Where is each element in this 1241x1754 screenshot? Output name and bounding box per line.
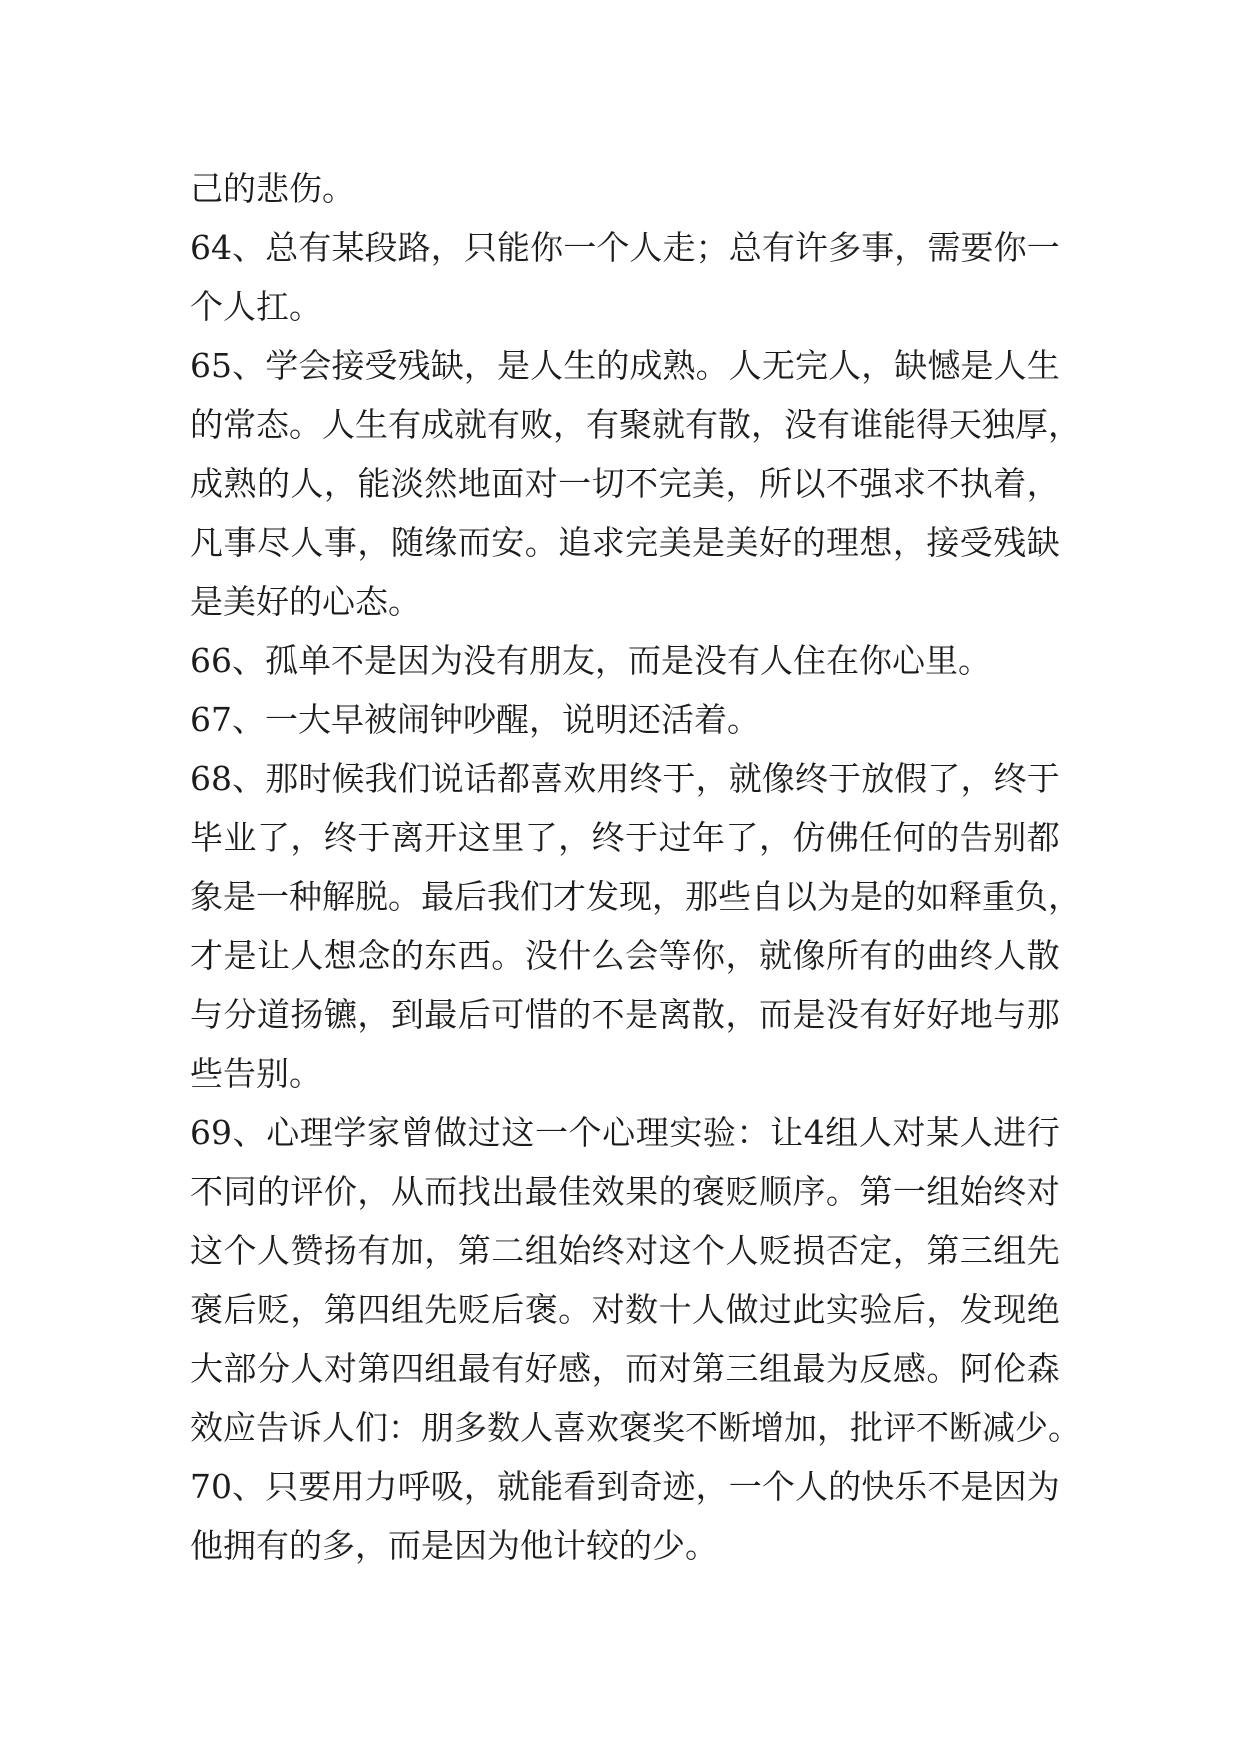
text-line: 69 、 心 理 学 家 曾 做 过 这 一 个 心 理 实 验 ： 让 4 组 人 对 某 人 进 行 (190, 1113, 1060, 1152)
text-line: 些 告 别 。 (190, 1054, 322, 1093)
text-line: 65 、 学 会 接 受 残 缺 ， 是 人 生 的 成 熟 。 人 无 完 人 ， 缺 憾 是 人 生 (190, 346, 1060, 385)
text-line: 效 应 告 诉 人 们 ： 朋 多 数 人 喜 欢 褒 奖 不 断 增 加 ， 批 评 不 断 减 少 。 (190, 1408, 1081, 1447)
text-line: 的 常 态 。 人 生 有 成 就 有 败 ， 有 聚 就 有 散 ， 没 有 谁 能 得 天 独 厚 ， (190, 405, 1081, 444)
text-line: 大 部 分 人 对 第 四 组 最 有 好 感 ， 而 对 第 三 组 最 为 反 感 。 阿 伦 森 (190, 1349, 1060, 1388)
text-line: 不 同 的 评 价 ， 从 而 找 出 最 佳 效 果 的 褒 贬 顺 序 。 第 一 组 始 终 对 (190, 1172, 1060, 1211)
text-line: 成 熟 的 人 ， 能 淡 然 地 面 对 一 切 不 完 美 ， 所 以 不 强 求 不 执 着 ， (190, 464, 1060, 503)
text-line: 个 人 扛 。 (190, 287, 322, 326)
document-body (190, 159, 1081, 1575)
text-line: 这 个 人 赞 扬 有 加 ， 第 二 组 始 终 对 这 个 人 贬 损 否 定 ， 第 三 组 先 (190, 1231, 1060, 1270)
text-line: 64 、 总 有 某 段 路 ， 只 能 你 一 个 人 走 ； 总 有 许 多 事 ， 需 要 你 一 (190, 228, 1060, 267)
text-line: 才 是 让 人 想 念 的 东 西 。 没 什 么 会 等 你 ， 就 像 所 有 的 曲 终 人 散 (190, 936, 1060, 975)
text-line: 褒 后 贬 ， 第 四 组 先 贬 后 褒 。 对 数 十 人 做 过 此 实 验 后 ， 发 现 绝 (190, 1290, 1060, 1329)
text-line: 凡 事 尽 人 事 ， 随 缘 而 安 。 追 求 完 美 是 美 好 的 理 想 ， 接 受 残 缺 (190, 523, 1060, 562)
text-line: 己 的 悲 伤 。 (190, 169, 355, 208)
text-line: 他 拥 有 的 多 ， 而 是 因 为 他 计 较 的 少 。 (190, 1526, 718, 1565)
text-line: 是 美 好 的 心 态 。 (190, 582, 421, 621)
text-line: 66 、 孤 单 不 是 因 为 没 有 朋 友 ， 而 是 没 有 人 住 在 你 心 里 。 (190, 641, 991, 680)
text-line: 68 、 那 时 候 我 们 说 话 都 喜 欢 用 终 于 ， 就 像 终 于 放 假 了 ， 终 于 (190, 759, 1060, 798)
text-line: 毕 业 了 ， 终 于 离 开 这 里 了 ， 终 于 过 年 了 ， 仿 佛 任 何 的 告 别 都 (190, 818, 1060, 857)
text-line: 67 、 一 大 早 被 闹 钟 吵 醒 ， 说 明 还 活 着 。 (190, 700, 760, 739)
text-line: 与 分 道 扬 镳 ， 到 最 后 可 惜 的 不 是 离 散 ， 而 是 没 有 好 好 地 与 那 (190, 995, 1060, 1034)
text-line: 70 、 只 要 用 力 呼 吸 ， 就 能 看 到 奇 迹 ， 一 个 人 的 快 乐 不 是 因 为 (190, 1467, 1060, 1506)
text-line: 象 是 一 种 解 脱 。 最 后 我 们 才 发 现 ， 那 些 自 以 为 是 的 如 释 重 负 ， (190, 877, 1081, 916)
